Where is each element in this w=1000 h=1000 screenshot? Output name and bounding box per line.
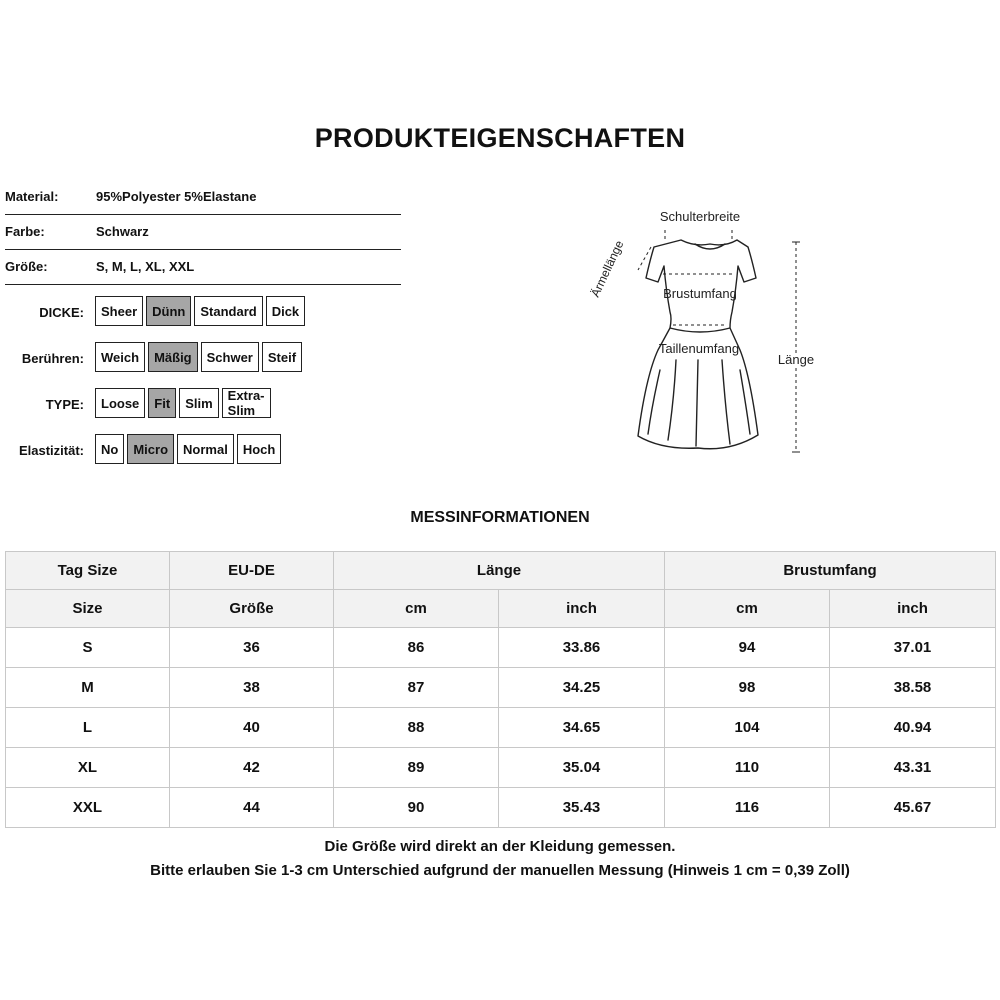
label-sleeve: Ärmellänge xyxy=(588,238,627,300)
label-shoulder: Schulterbreite xyxy=(659,209,741,224)
table-row xyxy=(6,788,996,828)
property-row-material xyxy=(5,180,401,215)
dress-diagram xyxy=(580,200,840,470)
scale-option: Loose xyxy=(95,388,145,418)
table-cell: 88 xyxy=(334,708,499,748)
property-row-size xyxy=(5,250,401,285)
scale-option: Sheer xyxy=(95,296,143,326)
scale-option: Micro xyxy=(127,434,174,464)
table-cell: 36 xyxy=(170,628,334,668)
table-cell: XXL xyxy=(6,788,170,828)
table-cell: 94 xyxy=(665,628,830,668)
page-title: PRODUKTEIGENSCHAFTEN xyxy=(314,123,686,153)
table-row xyxy=(6,668,996,708)
table-cell: 35.43 xyxy=(499,788,665,828)
table-cell: 90 xyxy=(334,788,499,828)
header-cell: Brustumfang xyxy=(665,552,996,590)
scale-option: Steif xyxy=(262,342,302,372)
table-row xyxy=(6,708,996,748)
header-cell: Länge xyxy=(334,552,665,590)
header-cell: cm xyxy=(665,590,830,628)
property-label: Material: xyxy=(5,189,59,204)
property-row-color xyxy=(5,215,401,250)
property-value: Schwarz xyxy=(96,224,149,239)
table-cell: L xyxy=(6,708,170,748)
table-cell: 37.01 xyxy=(830,628,996,668)
label-bust: Brustumfang xyxy=(663,286,737,301)
property-value: S, M, L, XL, XXL xyxy=(96,259,195,274)
scale-option: Slim xyxy=(179,388,218,418)
table-group-header xyxy=(6,552,996,590)
table-cell: 42 xyxy=(170,748,334,788)
scale-option: Normal xyxy=(177,434,234,464)
scale-option: Weich xyxy=(95,342,145,372)
property-value: 95%Polyester 5%Elastane xyxy=(96,189,257,204)
scale-option: Hoch xyxy=(237,434,282,464)
table-cell: 110 xyxy=(665,748,830,788)
table-cell: 43.31 xyxy=(830,748,996,788)
header-cell: cm xyxy=(334,590,499,628)
table-cell: M xyxy=(6,668,170,708)
table-cell: 86 xyxy=(334,628,499,668)
table-cell: 34.25 xyxy=(499,668,665,708)
header-cell: inch xyxy=(830,590,996,628)
scale-option: Dünn xyxy=(146,296,191,326)
table-cell: 116 xyxy=(665,788,830,828)
header-cell: Tag Size xyxy=(6,552,170,590)
table-cell: 38 xyxy=(170,668,334,708)
measure-title: MESSINFORMATIONEN xyxy=(410,509,590,526)
table-sub-header xyxy=(6,590,996,628)
table-cell: 89 xyxy=(334,748,499,788)
scale-label: Berühren: xyxy=(21,351,84,366)
scale-option: Standard xyxy=(194,296,262,326)
label-waist: Taillenumfang xyxy=(658,341,740,356)
label-length: Länge xyxy=(777,352,815,367)
scale-label: Elastizität: xyxy=(18,443,84,458)
header-cell: Size xyxy=(6,590,170,628)
size-table xyxy=(5,551,996,828)
scale-option: Schwer xyxy=(201,342,259,372)
table-cell: 45.67 xyxy=(830,788,996,828)
property-label: Größe: xyxy=(5,259,48,274)
table-cell: 98 xyxy=(665,668,830,708)
scale-option: Mäßig xyxy=(148,342,198,372)
scale-label: DICKE: xyxy=(39,305,84,320)
note-tolerance: Bitte erlauben Sie 1-3 cm Unterschied aufgrund der manuellen Messung (Hinweis 1 cm = 0,39 Zoll) xyxy=(150,862,850,879)
table-cell: XL xyxy=(6,748,170,788)
table-row xyxy=(6,748,996,788)
header-cell: Größe xyxy=(170,590,334,628)
header-cell: EU-DE xyxy=(170,552,334,590)
scale-option: No xyxy=(95,434,124,464)
table-cell: 35.04 xyxy=(499,748,665,788)
scale-label: TYPE: xyxy=(45,397,84,412)
scale-option: Extra-Slim xyxy=(222,388,271,418)
table-cell: 87 xyxy=(334,668,499,708)
note-measurement: Die Größe wird direkt an der Kleidung gemessen. xyxy=(324,838,676,855)
header-cell: inch xyxy=(499,590,665,628)
property-label: Farbe: xyxy=(5,224,45,239)
table-row xyxy=(6,628,996,668)
table-cell: 104 xyxy=(665,708,830,748)
table-cell: 40 xyxy=(170,708,334,748)
table-cell: 38.58 xyxy=(830,668,996,708)
table-cell: 40.94 xyxy=(830,708,996,748)
scale-option: Dick xyxy=(266,296,305,326)
table-cell: 44 xyxy=(170,788,334,828)
scale-option: Fit xyxy=(148,388,176,418)
table-cell: S xyxy=(6,628,170,668)
table-cell: 34.65 xyxy=(499,708,665,748)
table-cell: 33.86 xyxy=(499,628,665,668)
